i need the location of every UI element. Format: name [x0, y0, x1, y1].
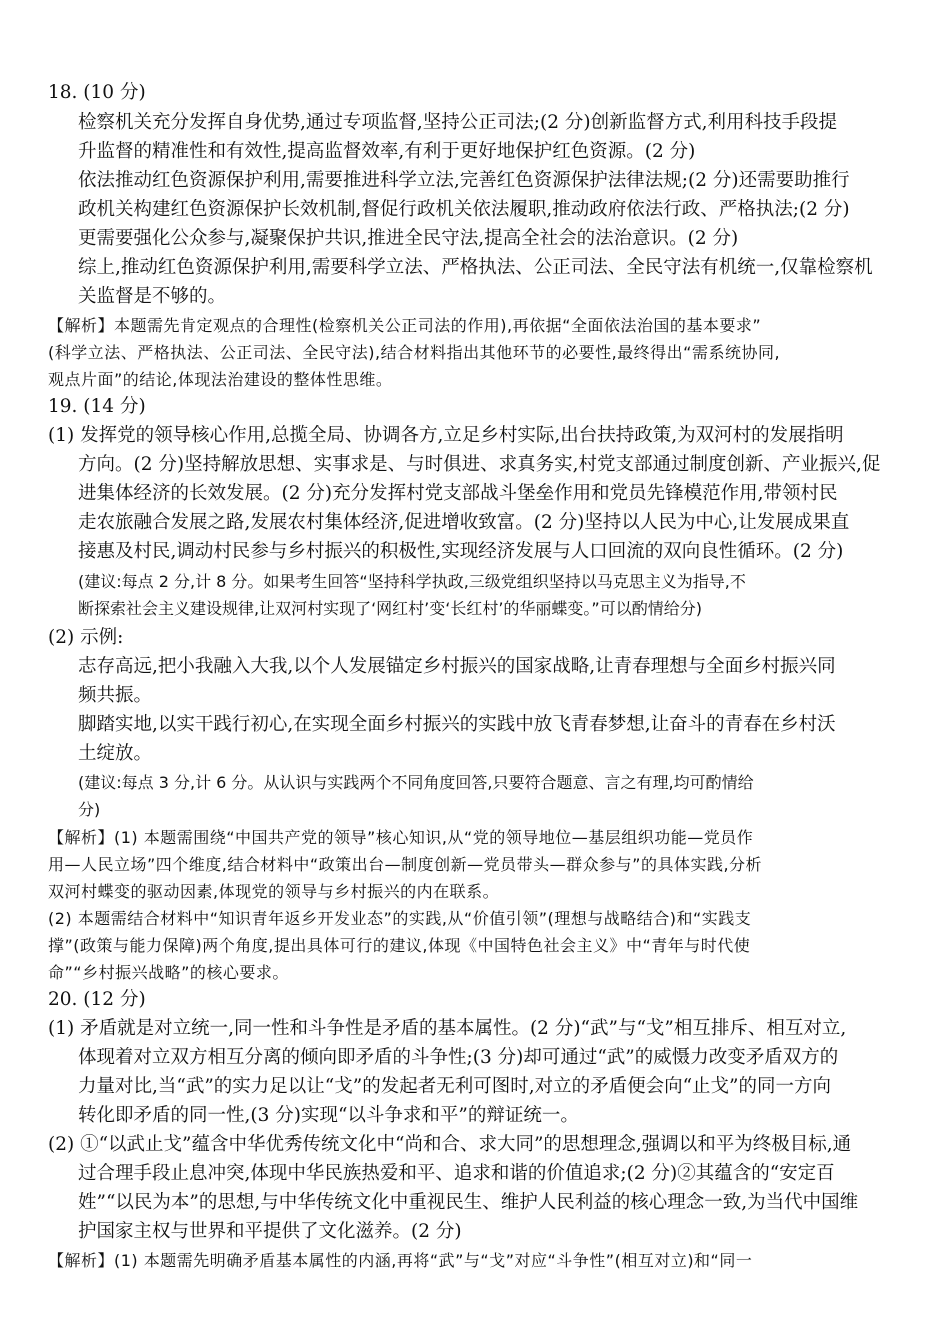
suggestion-line: 分)	[78, 800, 101, 819]
answer-line: 政机关构建红色资源保护长效机制,督促行政机关依法履职,推动政府依法行政、严格执法;(2 分)	[78, 199, 850, 220]
answer-line: 频共振。	[78, 685, 153, 706]
answer-line: 20. (12 分)	[48, 989, 146, 1010]
answer-line: 过合理手段止息冲突,体现中华民族热爱和平、追求和谐的价值追求;(2 分)②其蕴含的“安定百	[78, 1163, 835, 1184]
answer-line: 姓”“以民为本”的思想,与中华传统文化中重视民生、维护人民利益的核心理念一致,为当代中国维	[78, 1192, 859, 1213]
answer-line: 志存高远,把小我融入大我,以个人发展锚定乡村振兴的国家战略,让青春理想与全面乡村振兴同	[78, 656, 836, 677]
analysis-line: (2) 本题需结合材料中“知识青年返乡开发业态”的实践,从“价值引领”(理想与战略结合)和“实践支	[48, 909, 752, 928]
suggestion-line: 断探索社会主义建设规律,让双河村实现了‘网红村’变‘长红村’的华丽蝶变。”可以酌情给分)	[78, 599, 702, 618]
answer-line: 转化即矛盾的同一性,(3 分)实现“以斗争求和平”的辩证统一。	[78, 1105, 579, 1126]
analysis-line: 双河村蝶变的驱动因素,体现党的领导与乡村振兴的内在联系。	[48, 882, 500, 901]
answer-line: 综上,推动红色资源保护利用,需要科学立法、严格执法、公正司法、全民守法有机统一,仅靠检察机	[78, 257, 873, 278]
answer-line: 18. (10 分)	[48, 82, 146, 103]
analysis-line: 观点片面”的结论,体现法治建设的整体性思维。	[48, 370, 393, 389]
answer-line: 体现着对立双方相互分离的倾向即矛盾的斗争性;(3 分)却可通过“武”的威慑力改变矛盾双方的	[78, 1047, 839, 1068]
answer-line: 方向。(2 分)坚持解放思想、实事求是、与时俱进、求真务实,村党支部通过制度创新、产业振兴,促	[78, 454, 881, 475]
suggestion-line: (建议:每点 3 分,计 6 分。从认识与实践两个不同角度回答,只要符合题意、言之有理,均可酌情给	[78, 773, 754, 792]
analysis-line: 【解析】本题需先肯定观点的合理性(检察机关公正司法的作用),再依据“全面依法治国的基本要求”	[48, 316, 762, 335]
answer-line: 检察机关充分发挥自身优势,通过专项监督,坚持公正司法;(2 分)创新监督方式,利用科技手段提	[78, 112, 837, 133]
analysis-line: 【解析】(1) 本题需围绕“中国共产党的领导”核心知识,从“党的领导地位—基层组织功能—党员作	[48, 828, 754, 847]
answer-line: 接惠及村民,调动村民参与乡村振兴的积极性,实现经济发展与人口回流的双向良性循环。(2 分)	[78, 541, 844, 562]
answer-line: 更需要强化公众参与,凝聚保护共识,推进全民守法,提高全社会的法治意识。(2 分)	[78, 228, 739, 249]
answer-line: (1) 矛盾就是对立统一,同一性和斗争性是矛盾的基本属性。(2 分)“武”与“戈”相互排斥、相互对立,	[48, 1018, 847, 1039]
answer-line: (2) ①“以武止戈”蕴含中华优秀传统文化中“尚和合、求大同”的思想理念,强调以和平为终极目标,通	[48, 1134, 852, 1155]
analysis-line: 【解析】(1) 本题需先明确矛盾基本属性的内涵,再将“武”与“戈”对应“斗争性”(相互对立)和“同一	[48, 1251, 753, 1270]
answer-line: (2) 示例:	[48, 627, 124, 648]
answer-line: 依法推动红色资源保护利用,需要推进科学立法,完善红色资源保护法律法规;(2 分)还需要助推行	[78, 170, 850, 191]
answer-line: (1) 发挥党的领导核心作用,总揽全局、协调各方,立足乡村实际,出台扶持政策,为双河村的发展指明	[48, 425, 844, 446]
answer-line: 护国家主权与世界和平提供了文化滋养。(2 分)	[78, 1221, 462, 1242]
suggestion-line: (建议:每点 2 分,计 8 分。如果考生回答“坚持科学执政,三级党组织坚持以马克思主义为指导,不	[78, 572, 746, 591]
answer-line: 关监督是不够的。	[78, 286, 227, 307]
answer-line: 土绽放。	[78, 743, 153, 764]
analysis-line: 撑”(政策与能力保障)两个角度,提出具体可行的建议,体现《中国特色社会主义》中“青年与时代使	[48, 936, 751, 955]
answer-line: 力量对比,当“武”的实力足以让“戈”的发起者无利可图时,对立的矛盾便会向“止戈”的同一方向	[78, 1076, 832, 1097]
analysis-line: (科学立法、严格执法、公正司法、全民守法),结合材料指出其他环节的必要性,最终得出“需系统协同,	[48, 343, 781, 362]
analysis-line: 命”“乡村振兴战略”的核心要求。	[48, 963, 289, 982]
answer-line: 脚踏实地,以实干践行初心,在实现全面乡村振兴的实践中放飞青春梦想,让奋斗的青春在乡村沃	[78, 714, 836, 735]
answer-line: 升监督的精准性和有效性,提高监督效率,有利于更好地保护红色资源。(2 分)	[78, 141, 696, 162]
analysis-line: 用—人民立场”四个维度,结合材料中“政策出台—制度创新—党员带头—群众参与”的具体实践,分析	[48, 855, 763, 874]
answer-line: 走农旅融合发展之路,发展农村集体经济,促进增收致富。(2 分)坚持以人民为中心,让发展成果直	[78, 512, 850, 533]
answer-line: 进集体经济的长效发展。(2 分)充分发挥村党支部战斗堡垒作用和党员先锋模范作用,带领村民	[78, 483, 838, 504]
answer-line: 19. (14 分)	[48, 396, 146, 417]
